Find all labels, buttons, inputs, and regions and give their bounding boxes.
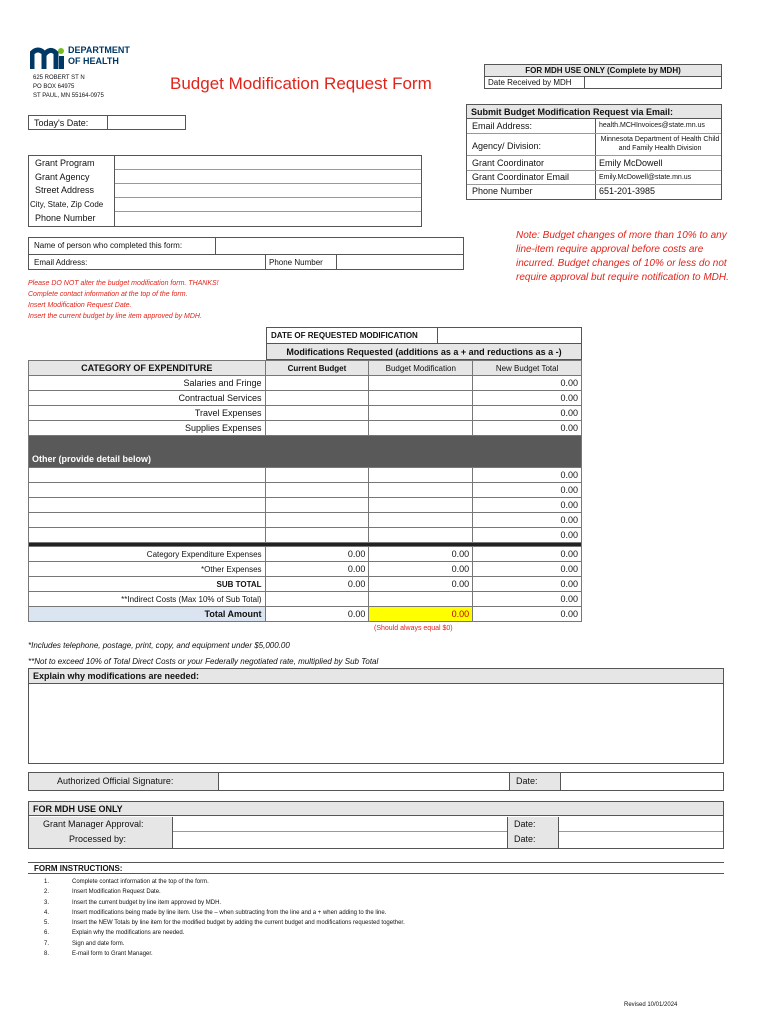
mod-cell[interactable] bbox=[369, 468, 473, 483]
grant-program-field[interactable] bbox=[115, 156, 421, 170]
new-total-cell: 0.00 bbox=[473, 483, 582, 498]
summary-label: SUB TOTAL bbox=[29, 577, 266, 592]
red-instruction-line: Complete contact information at the top of the form. bbox=[28, 291, 188, 298]
processed-label: Processed by: bbox=[29, 832, 173, 848]
red-instruction-line: Insert Modification Request Date. bbox=[28, 302, 132, 309]
new-total-cell: 0.00 bbox=[473, 468, 582, 483]
mdh-address bbox=[33, 74, 104, 101]
todays-date-field[interactable] bbox=[107, 116, 185, 129]
summary-current: 0.00 bbox=[265, 577, 369, 592]
signature-label: Authorized Official Signature: bbox=[29, 773, 219, 790]
submit-email-label: Email Address: bbox=[472, 121, 533, 131]
grant-program-label: Grant Program bbox=[35, 158, 95, 168]
instruction-item: 4. Insert modifications being made by line item. Use the – when subtracting from the line and a + when adding to the line. bbox=[44, 909, 387, 916]
date-requested-field[interactable] bbox=[437, 328, 581, 343]
current-cell[interactable] bbox=[265, 376, 369, 391]
new-total-cell: 0.00 bbox=[473, 376, 582, 391]
completer-box bbox=[28, 237, 464, 270]
new-total-cell: 0.00 bbox=[473, 391, 582, 406]
instruction-item: 5. Insert the NEW Totals by line item for the modified budget by adding the current budget and modifications requested together. bbox=[44, 920, 405, 927]
summary-new: 0.00 bbox=[473, 547, 582, 562]
category-label: Salaries and Fringe bbox=[29, 376, 266, 391]
signature-date-label: Date: bbox=[509, 773, 561, 790]
agency-division-label: Agency/ Division: bbox=[472, 141, 542, 151]
summary-label: *Other Expenses bbox=[29, 562, 266, 577]
mdh-use-header: FOR MDH USE ONLY (Complete by MDH) bbox=[484, 64, 722, 77]
completer-email-label: Email Address: bbox=[34, 258, 88, 267]
instruction-item: 2. Insert Modification Request Date. bbox=[44, 889, 161, 896]
coordinator-value: Emily McDowell bbox=[599, 158, 663, 168]
summary-current: 0.00 bbox=[265, 562, 369, 577]
mdh-logo-mark-icon bbox=[30, 45, 66, 71]
mod-cell[interactable] bbox=[369, 513, 473, 528]
approval-label: Grant Manager Approval: bbox=[29, 817, 173, 832]
summary-row bbox=[29, 547, 582, 562]
new-total-cell: 0.00 bbox=[473, 421, 582, 436]
grant-agency-field[interactable] bbox=[115, 170, 421, 184]
completer-email-field[interactable] bbox=[99, 255, 263, 269]
indirect-mod-cell[interactable] bbox=[369, 592, 473, 607]
new-total-cell: 0.00 bbox=[473, 406, 582, 421]
summary-label: Category Expenditure Expenses bbox=[29, 547, 266, 562]
logo-health: OF HEALTH bbox=[68, 56, 119, 66]
submit-row-line bbox=[467, 184, 721, 185]
new-total-cell: 0.00 bbox=[473, 498, 582, 513]
other-label-cell[interactable] bbox=[29, 513, 266, 528]
table-row bbox=[29, 483, 582, 498]
mod-cell[interactable] bbox=[369, 498, 473, 513]
indirect-current-cell[interactable] bbox=[265, 592, 369, 607]
explain-label: Explain why modifications are needed: bbox=[29, 669, 723, 684]
instructions-header bbox=[28, 862, 724, 874]
note-body: Note: Budget changes of more than 10% to any line-item require approval before costs are incurred. Budget changes of 10% or less do not require approval but require notification to MDH. bbox=[516, 230, 729, 283]
other-label-cell[interactable] bbox=[29, 468, 266, 483]
submit-phone-label: Phone Number bbox=[472, 186, 533, 196]
signature-row bbox=[28, 772, 724, 791]
table-row bbox=[29, 421, 582, 436]
signature-date-field[interactable] bbox=[561, 773, 723, 790]
instruction-item: 7. Sign and date form. bbox=[44, 940, 125, 947]
approval-field[interactable] bbox=[173, 817, 507, 832]
other-header: Other (provide detail below) bbox=[29, 436, 582, 468]
summary-mod: 0.00 bbox=[369, 562, 473, 577]
other-label-cell[interactable] bbox=[29, 498, 266, 513]
city-state-zip-field[interactable] bbox=[115, 198, 421, 212]
logo-dept: DEPARTMENT bbox=[68, 45, 130, 55]
other-header-row bbox=[29, 436, 582, 468]
grantee-info-box bbox=[28, 155, 422, 227]
new-total-cell: 0.00 bbox=[473, 528, 582, 543]
mdh-only-box bbox=[28, 801, 724, 849]
mod-cell[interactable] bbox=[369, 528, 473, 543]
summary-mod: 0.00 bbox=[369, 547, 473, 562]
coordinator-email-label: Grant Coordinator Email bbox=[472, 172, 570, 182]
category-label: Travel Expenses bbox=[29, 406, 266, 421]
table-row bbox=[29, 498, 582, 513]
budget-header-row bbox=[29, 361, 582, 376]
budget-table bbox=[28, 360, 582, 622]
category-label: Contractual Services bbox=[29, 391, 266, 406]
date-received-box bbox=[484, 76, 722, 89]
total-label: Total Amount bbox=[29, 607, 266, 622]
address-line: 625 ROBERT ST N bbox=[33, 75, 85, 81]
summary-new: 0.00 bbox=[473, 592, 582, 607]
processed-date-label: Date: bbox=[507, 832, 559, 848]
completer-phone-field[interactable] bbox=[337, 255, 463, 269]
explain-box bbox=[28, 668, 724, 764]
total-row bbox=[29, 607, 582, 622]
budget-mod-header: Budget Modification bbox=[369, 361, 473, 376]
should-equal-note: (Should always equal $0) bbox=[374, 625, 453, 632]
submit-email-value: health.MCHInvoices@state.mn.us bbox=[599, 122, 705, 129]
other-label-cell[interactable] bbox=[29, 483, 266, 498]
summary-row bbox=[29, 562, 582, 577]
instruction-item: 6. Explain why the modifications are needed. bbox=[44, 930, 185, 937]
new-budget-header: New Budget Total bbox=[473, 361, 582, 376]
total-current: 0.00 bbox=[265, 607, 369, 622]
submit-title: Submit Budget Modification Request via Email: bbox=[467, 105, 721, 119]
current-budget-header: Current Budget bbox=[265, 361, 369, 376]
submit-row-line bbox=[467, 170, 721, 171]
current-cell[interactable] bbox=[265, 483, 369, 498]
current-cell[interactable] bbox=[265, 528, 369, 543]
table-row bbox=[29, 376, 582, 391]
red-instruction-line: Insert the current budget by line item approved by MDH. bbox=[28, 313, 202, 320]
processed-field[interactable] bbox=[173, 832, 507, 848]
total-new: 0.00 bbox=[473, 607, 582, 622]
street-address-label: Street Address bbox=[35, 185, 95, 195]
summary-label: **Indirect Costs (Max 10% of Sub Total) bbox=[29, 592, 266, 607]
current-cell[interactable] bbox=[265, 498, 369, 513]
phone-number-field[interactable] bbox=[115, 212, 421, 226]
revised-date: Revised 10/01/2024 bbox=[624, 1002, 678, 1008]
mdh-only-title: FOR MDH USE ONLY bbox=[29, 802, 723, 816]
mod-cell[interactable] bbox=[369, 483, 473, 498]
signature-field[interactable] bbox=[219, 773, 509, 790]
summary-row bbox=[29, 592, 582, 607]
current-cell[interactable] bbox=[265, 406, 369, 421]
processed-date-field[interactable] bbox=[559, 832, 723, 848]
submit-divider bbox=[595, 119, 596, 199]
total-mod: 0.00 bbox=[369, 607, 473, 622]
current-cell[interactable] bbox=[265, 468, 369, 483]
coordinator-label: Grant Coordinator bbox=[472, 158, 545, 168]
mod-cell[interactable] bbox=[369, 406, 473, 421]
approval-date-label: Date: bbox=[507, 817, 559, 832]
summary-new: 0.00 bbox=[473, 577, 582, 592]
summary-mod: 0.00 bbox=[369, 577, 473, 592]
submit-row-line bbox=[467, 155, 721, 156]
completer-phone-label: Phone Number bbox=[265, 255, 337, 269]
instructions-title: FORM INSTRUCTIONS: bbox=[34, 864, 123, 873]
mods-title: Modifications Requested (additions as a + and reductions as a -) bbox=[266, 344, 582, 360]
todays-date-box bbox=[28, 115, 186, 130]
submit-row-line bbox=[467, 133, 721, 134]
instructions-list bbox=[44, 877, 405, 959]
category-label: Supplies Expenses bbox=[29, 421, 266, 436]
summary-current: 0.00 bbox=[265, 547, 369, 562]
current-cell[interactable] bbox=[265, 513, 369, 528]
completer-name-label: Name of person who completed this form: bbox=[34, 241, 183, 250]
new-total-cell: 0.00 bbox=[473, 513, 582, 528]
note-text bbox=[516, 229, 742, 285]
instruction-item: 1. Complete contact information at the top of the form. bbox=[44, 879, 209, 885]
todays-date-label: Today's Date: bbox=[34, 118, 89, 128]
date-requested-box bbox=[266, 327, 582, 344]
red-instructions bbox=[28, 278, 219, 322]
completer-name-field[interactable] bbox=[215, 238, 463, 254]
date-received-label: Date Received by MDH bbox=[485, 77, 585, 88]
address-line: ST PAUL, MN 55164-0975 bbox=[33, 93, 104, 99]
mod-cell[interactable] bbox=[369, 391, 473, 406]
category-header: CATEGORY OF EXPENDITURE bbox=[29, 361, 266, 376]
grant-agency-label: Grant Agency bbox=[35, 172, 90, 182]
current-cell[interactable] bbox=[265, 391, 369, 406]
mod-cell[interactable] bbox=[369, 421, 473, 436]
form-title: Budget Modification Request Form bbox=[170, 74, 432, 93]
table-row bbox=[29, 513, 582, 528]
instruction-item: 8. E-mail form to Grant Manager. bbox=[44, 951, 153, 958]
phone-number-label: Phone Number bbox=[35, 213, 96, 223]
submit-phone-value: 651-201-3985 bbox=[599, 186, 656, 196]
grantee-labels bbox=[29, 156, 115, 226]
summary-new: 0.00 bbox=[473, 562, 582, 577]
date-received-field[interactable] bbox=[585, 77, 721, 88]
street-address-field[interactable] bbox=[115, 184, 421, 198]
approval-date-field[interactable] bbox=[559, 817, 723, 832]
table-row bbox=[29, 468, 582, 483]
coordinator-email-value: Emily.McDowell@state.mn.us bbox=[599, 174, 692, 181]
red-instruction-line: Please DO NOT alter the budget modification form. THANKS! bbox=[28, 280, 219, 287]
table-row bbox=[29, 528, 582, 543]
table-row bbox=[29, 406, 582, 421]
city-state-zip-label: City, State, Zip Code bbox=[30, 200, 104, 209]
other-label-cell[interactable] bbox=[29, 528, 266, 543]
date-requested-label: DATE OF REQUESTED MODIFICATION bbox=[271, 331, 418, 340]
footnote-1: *Includes telephone, postage, print, copy, and equipment under $5,000.00 bbox=[28, 641, 290, 650]
summary-row bbox=[29, 577, 582, 592]
explain-textarea[interactable] bbox=[29, 684, 723, 763]
agency-division-value: Minnesota Department of Health Child and Family Health Division bbox=[600, 136, 720, 152]
mod-cell[interactable] bbox=[369, 376, 473, 391]
current-cell[interactable] bbox=[265, 421, 369, 436]
submit-info-box bbox=[466, 104, 722, 200]
address-line: PO BOX 64975 bbox=[33, 84, 75, 90]
instruction-item: 3. Insert the current budget by line item approved by MDH. bbox=[44, 899, 222, 906]
mdh-logo bbox=[30, 45, 130, 73]
footnote-2: **Not to exceed 10% of Total Direct Costs or your Federally negotiated rate, multiplied by Sub Total bbox=[28, 657, 379, 666]
table-row bbox=[29, 391, 582, 406]
